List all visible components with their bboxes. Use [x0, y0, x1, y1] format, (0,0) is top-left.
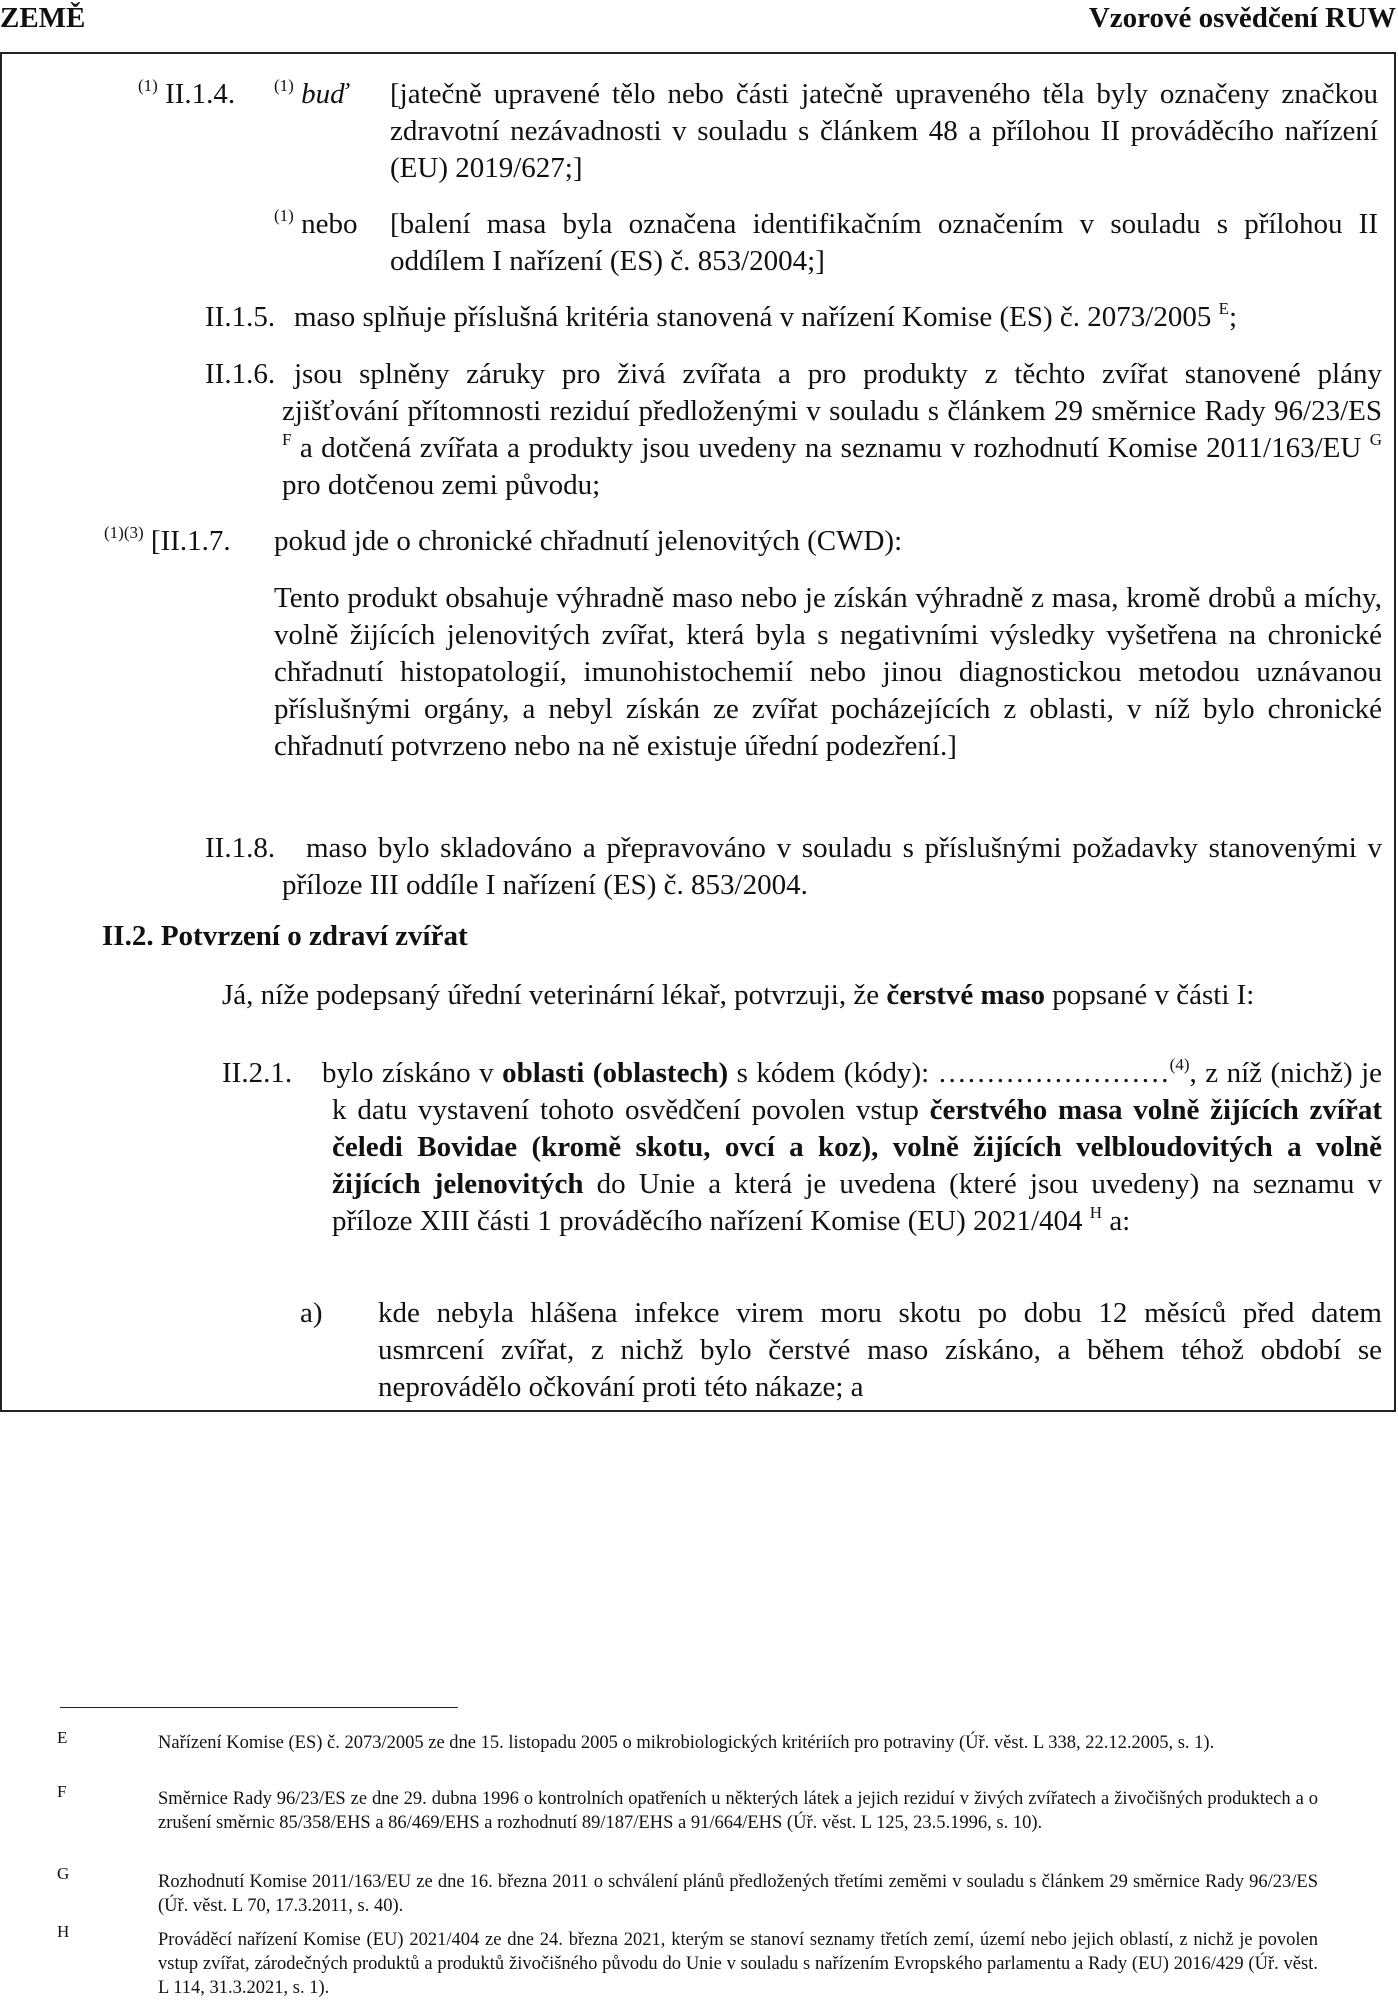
- clause-ii-1-8-text: maso bylo skladováno a přepravováno v souladu s příslušnými požadavky stanovenými v příloze III oddíle I nařízení (ES) č. 853/2004.: [282, 832, 1382, 901]
- footnote-mark-h: H: [57, 1922, 70, 1941]
- clause-ii-2-1-number: II.2.1.: [222, 1057, 293, 1089]
- header-certificate-title: Vzorové osvědčení RUW: [1088, 2, 1396, 34]
- clause-ii-1-5-text: maso splňuje příslušná kritéria stanovená v nařízení Komise (ES) č. 2073/2005 $^E$;: [294, 299, 1238, 333]
- footnote-mark-e: E: [57, 1728, 68, 1747]
- footnote-mark-f: F: [57, 1782, 67, 1801]
- footnote-text-f: Směrnice Rady 96/23/ES ze dne 29. dubna 1996 o kontrolních opatřeních u některých látek a jejich reziduí v živých zvířatech a živočišných produktech a o zrušení směrnic 85/358/EHS a 86/469/EHS a rozhodnutí 89/187/EHS a 91/664/EHS (Úř. věst. L 125, 23.5.1996, s. 10).: [158, 1789, 1318, 1833]
- footnote-text-e: Nařízení Komise (ES) č. 2073/2005 ze dne 15. listopadu 2005 o mikrobiologických kritériích pro potraviny (Úř. věst. L 338, 22.12.2005, s. 1).: [158, 1733, 1215, 1753]
- clause-ii-1-6-number: II.1.6.: [205, 358, 276, 390]
- clause-ii-1-4-either: $^{(1)}$ buď: [274, 76, 348, 110]
- clause-ii-1-4-or: $^{(1)}$ nebo: [274, 206, 358, 240]
- clause-ii-1-7-text: Tento produkt obsahuje výhradně maso nebo je získán výhradně z masa, kromě drobů a míchy, volně žijících jelenovitých zvířat, která byla s negativními výsledky vyšetřena na chronické chřadnutí histopatologií, imunohistochemií nebo jinou diagnostickou metodou uznávanou příslušnými orgány, a nebyl získán ze zvířat pocházejících z oblasti, v níž bylo chronické chřadnutí potvrzeno nebo na ně existuje úřední podezření.]: [274, 582, 1382, 762]
- clause-ii-1-4-either-text: [jatečně upravené tělo nebo části jatečně upraveného těla byly označeny značkou zdravotní nezávadnosti v souladu s článkem 48 a přílohou II prováděcího nařízení (EU) 2019/627;]: [390, 78, 1378, 184]
- clause-ii-1-6-text: jsou splněny záruky pro živá zvířata a pro produkty z těchto zvířat stanovené plány zjišťování přítomnosti reziduí předloženými v souladu s článkem 29 směrnice Rady 96/23/ES $^F$ a dotčená zvířata a produkty jsou uvedeny na seznamu v rozhodnutí Komise 2011/163/EU $^G$ pro dotčenou zemi původu;: [282, 358, 1383, 501]
- section-ii-2-intro: Já, níže podepsaný úřední veterinární lékař, potvrzuji, že čerstvé maso popsané v části I:: [222, 979, 1255, 1011]
- clause-ii-2-1-text: bylo získáno v oblasti (oblastech) s kódem (kódy): ……………………$^{(4)}$, z níž (nichž) je k datu vystavení tohoto osvědčení povolen vstup čerstvého masa volně žijících zvířat čeledi Bovidae (kromě skotu, ovcí a koz), volně žijících velbloudovitých a volně žijících jelenovitých do Unie a která je uvedena (které jsou uvedeny) na seznamu v příloze XIII části 1 prováděcího nařízení Komise (EU) 2021/404 $^H$ a:: [322, 1055, 1383, 1237]
- footnote-text-h: Prováděcí nařízení Komise (EU) 2021/404 ze dne 24. března 2021, kterým se stanoví seznamy třetích zemí, území nebo jejich oblastí, z nichž je povolen vstup zvířat, zárodečných produktů a produktů živočišného původu do Unie v souladu s nařízením Evropského parlamentu a Rady (EU) 2016/429 (Úř. věst. L 114, 31.3.2021, s. 1).: [158, 1930, 1318, 1998]
- item-a-text: kde nebyla hlášena infekce virem moru skotu po dobu 12 měsíců před datem usmrcení zvířat, z nichž bylo čerstvé maso získáno, a během téhož období se neprovádělo očkování proti této nákaze; a: [378, 1297, 1382, 1403]
- clause-ii-1-7-title: pokud jde o chronické chřadnutí jelenovitých (CWD):: [274, 525, 903, 557]
- header-country: ZEMĚ: [0, 2, 86, 34]
- footnote-separator: [60, 1707, 458, 1708]
- clause-ii-1-4-number: $^{(1)}$ II.1.4.: [138, 76, 236, 110]
- clause-ii-1-5-number: II.1.5.: [205, 301, 276, 333]
- clause-ii-1-8-number: II.1.8.: [205, 832, 276, 864]
- section-ii-2-heading: II.2. Potvrzení o zdraví zvířat: [102, 920, 468, 952]
- clause-ii-1-7-number: $^{(1)(3)}$ [II.1.7.: [104, 523, 231, 557]
- page-header: [0, 0, 1398, 44]
- item-a-label: a): [300, 1297, 323, 1329]
- clause-ii-1-4-or-text: [balení masa byla označena identifikačním označením v souladu s přílohou II oddílem I nařízení (ES) č. 853/2004;]: [390, 208, 1378, 277]
- footnote-mark-g: G: [57, 1864, 70, 1883]
- footnote-text-g: Rozhodnutí Komise 2011/163/EU ze dne 16. března 2011 o schválení plánů předložených třetími zeměmi v souladu s článkem 29 směrnice Rady 96/23/ES (Úř. věst. L 70, 17.3.2011, s. 40).: [158, 1872, 1318, 1916]
